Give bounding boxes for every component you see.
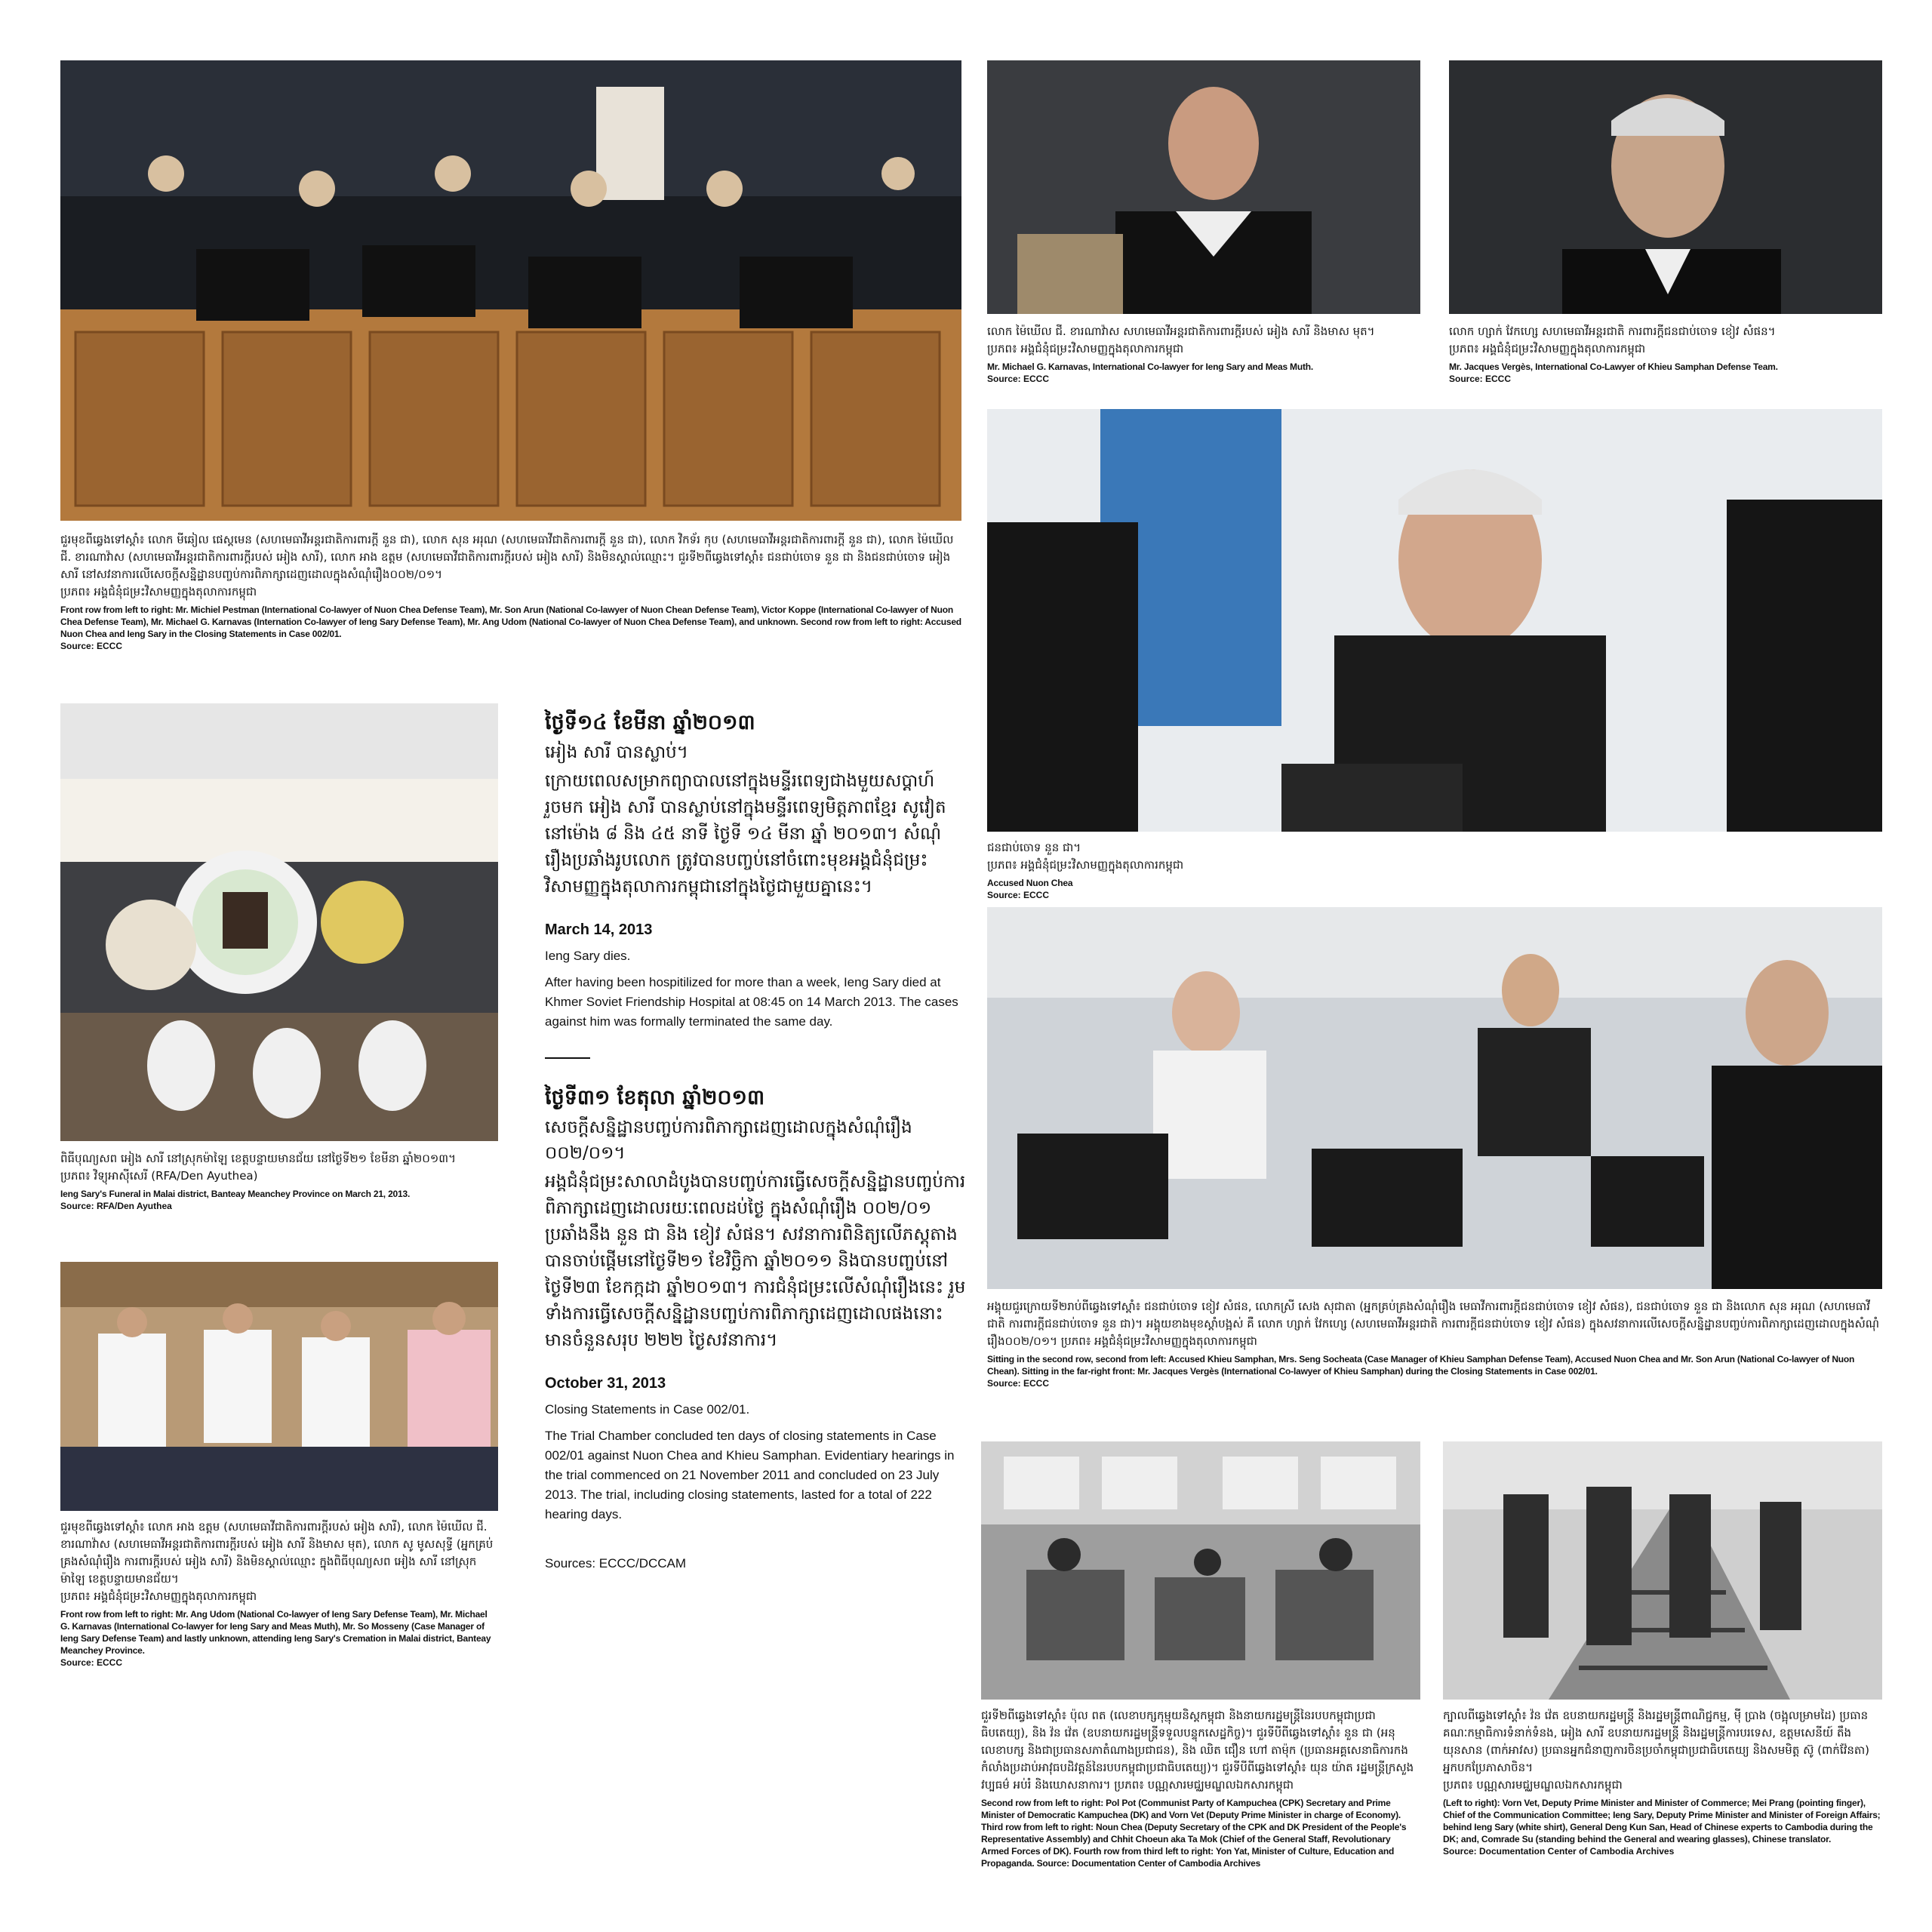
caption-en: Front row from left to right: Mr. Michiel Pestman (International Co-lawyer of Nuon Chea Defense Team), Mr. Son Arun (National Co-lawyer of Nuon Chean Defense Team), Victor Koppe (International Co-lawyer of Nuon Chea Defense Team), Mr. Michael G. Karnavas (Internation Co-lawyer of Ieng Sary Defense Team), Mr. Ang Udom (National Co-lawyer of Nuon Chea Defense Team), and unknown. Second row from left to right: Accused Nuon Chea and Ieng Sary in the Closing Statements in Case 002/01. <box>60 605 961 639</box>
entry1-title-en: Ieng Sary dies. <box>545 949 631 963</box>
caption-en: Accused Nuon Chea <box>987 878 1073 888</box>
entry2-body-km: អង្គជំនុំជម្រះសាលាដំបូងបានបញ្ចប់ការធ្វើសេចក្តីសន្និដ្ឋានបញ្ចប់ការពិភាក្សាដេញដោលរយៈពេលដប់ថ្ងៃ ក្នុងសំណុំរឿង ០០២/០១ ប្រឆាំងនឹង នួន ជា និង ខៀវ សំផន។ សវនាការពិនិត្យលើភស្តុតាងបានចាប់ផ្តើមនៅថ្ងៃទី២១ ខែវិច្ឆិកា ឆ្នាំ២០១១ និងបានបញ្ចប់នៅថ្ងៃទី២៣ ខែកក្កដា ឆ្នាំ២០១៣។ ការជំនុំជម្រះលើសំណុំរឿងនេះ រួមទាំងការធ្វើសេចក្តីសន្និដ្ឋានបញ្ចប់ការពិភាក្សាដេញដោលផងនោះ មានចំនួនសរុប ២២២ ថ្ងៃសវនាការ។ <box>545 1172 966 1350</box>
caption-km: ជនជាប់ចោទ នួន ជា។ <box>987 841 1081 854</box>
caption-source: Source: ECCC <box>987 374 1050 384</box>
caption-km-source: ប្រភព៖ បណ្ណសារមជ្ឈមណ្ឌលឯកសារកម្ពុជា <box>1443 1778 1623 1792</box>
verges-caption <box>1449 323 1882 385</box>
entry1-date-en: March 14, 2013 <box>545 921 653 938</box>
caption-source: Source: ECCC <box>987 890 1050 900</box>
funeral-photo <box>60 703 498 1141</box>
caption-km: ជួរមុខពីឆ្វេងទៅស្តាំ៖ លោក មីឆៀល ផេស្តមេន (សហមេធាវីអន្តរជាតិការពារក្តី នួន ជា), លោក សុន អរុណ (សហមេធាវីជាតិការពារក្តី នួន ជា), លោក វិកទ័រ កុប (សហមេធាវីអន្តរជាតិការពារក្តី នួន ជា), លោក ម៉ៃឃើល ជី. ខារណាវ៉ាស (សហមេធាវីអន្តរជាតិការពារក្តីរបស់ អៀង សារី), លោក អាង ឧត្តម (សហមេធាវីជាតិការពារក្តីរបស់ អៀង សារី) និងមិនស្គាល់ឈ្មោះ។ ជួរទី២ពីឆ្វេងទៅស្តាំ៖ ជនជាប់ចោទ នួន ជា និងជនជាប់ចោទ អៀង សារី នៅសវនាការលើសេចក្តីសន្និដ្ឋានបញ្ចប់ការពិភាក្សាដេញដោលក្នុងសំណុំរឿង០០២/០១។ <box>60 533 954 581</box>
caption-km-source: ប្រភព៖ អង្គជំនុំជម្រះវិសាមញ្ញក្នុងតុលាការកម្ពុជា <box>987 858 1184 872</box>
caption-en: Second row from left to right: Pol Pot (Communist Party of Kampuchea (CPK) Secretary and Prime Minister of Democratic Kampuchea (DK) and Vorn Vet (Deputy Prime Minister in charge of Economy). Third row from left to right: Noun Chea (Deputy Secretary of the CPK and DK President of the People's Representative Assembly) and Chhit Choeun aka Ta Mok (Chief of the General Staff, Revolutionary Armed Forces of DK). Fourth row from third left to right: Yon Yat, Minister of Culture, Education and Propaganda. Source: Documentation Center of Cambodia Archives <box>981 1798 1407 1869</box>
caption-km-source: ប្រភព៖ អង្គជំនុំជម្រះវិសាមញ្ញក្នុងតុលាការកម្ពុជា <box>60 585 257 598</box>
courtroom-photo <box>60 60 961 521</box>
verges-photo <box>1449 60 1882 314</box>
railway-archive-photo <box>1443 1441 1882 1700</box>
closing-statements-caption <box>987 1298 1882 1389</box>
caption-km-source: ប្រភព៖ អង្គជំនុំជម្រះវិសាមញ្ញក្នុងតុលាការកម្ពុជា <box>1449 342 1646 355</box>
entry1-body-km: ក្រោយពេលសម្រាកព្យាបាលនៅក្នុងមន្ទីរពេទ្យជាងមួយសប្តាហ៍រួចមក អៀង សារី បានស្លាប់នៅក្នុងមន្ទីរពេទ្យមិត្តភាពខ្មែរ សូវៀត នៅម៉ោង ៨ និង ៤៥ នាទី ថ្ងៃទី ១៤ មីនា ឆ្នាំ ២០១៣។ សំណុំរឿងប្រឆាំងរូបលោក ត្រូវបានបញ្ចប់នៅចំពោះមុខអង្គជំនុំជម្រះវិសាមញ្ញក្នុងតុលាការកម្ពុជានៅក្នុងថ្ងៃជាមួយគ្នានេះ។ <box>545 771 946 897</box>
caption-source: Source: Documentation Center of Cambodia Archives <box>1443 1846 1675 1857</box>
sources-note: Sources: ECCC/DCCAM <box>545 1556 687 1571</box>
caption-km: អង្គុយជួរក្រោយទី២រាប់ពីឆ្វេងទៅស្តាំ៖ ជនជាប់ចោទ ខៀវ សំផន, លោកស្រី សេង សុជាតា (អ្នកគ្រប់គ្រងសំណុំរឿង មេធាវីការពារក្តីជនជាប់ចោទ ខៀវ សំផន), ជនជាប់ចោទ នួន ជា និងលោក សុន អរុណ (សហមេធាវីជាតិ ការពារក្តីជនជាប់ចោទ នួន ជា)។ អង្គុយខាងមុខស្តាំបង្អស់ គឺ លោក ហ្សាក់ វែកហ្សេ (សហមេធាវីអន្តរជាតិ ការពារក្តីជនជាប់ចោទ ខៀវ សំផន) ក្នុងសវនាការលើសេចក្តីសន្និដ្ឋានបញ្ចប់ការពិភាក្សាដេញដោលក្នុងសំណុំរឿង០០២/០១។ ប្រភព៖ អង្គជំនុំជម្រះវិសាមញ្ញក្នុងតុលាការកម្ពុជា <box>987 1300 1880 1348</box>
caption-en: Front row from left to right: Mr. Ang Udom (National Co-lawyer of Ieng Sary Defense Team), Mr. Michael G. Karnavas (International Co-lawyer for Ieng Sary and Meas Muth), Mr. So Mosseny (Case Manager of Ieng Sary Defense Team) and lastly unknown, attending Ieng Sary's Cremation in Malai district, Banteay Meanchey Province. <box>60 1609 491 1656</box>
caption-source: Source: ECCC <box>60 1657 123 1668</box>
caption-source: Source: RFA/Den Ayuthea <box>60 1201 172 1211</box>
caption-source: Source: ECCC <box>60 641 123 651</box>
closing-statements-photo <box>987 907 1882 1289</box>
caption-km-source: ប្រភព៖ អង្គជំនុំជម្រះវិសាមញ្ញក្នុងតុលាការកម្ពុជា <box>60 1589 257 1603</box>
cremation-caption <box>60 1518 498 1669</box>
timeline-column <box>545 709 968 1573</box>
nuon-chea-caption <box>987 839 1882 901</box>
caption-source: Source: ECCC <box>1449 374 1512 384</box>
entry1-title-km: អៀង សារី បានស្លាប់។ <box>545 743 688 762</box>
entry2-body-en: The Trial Chamber concluded ten days of closing statements in Case 002/01 against Nuon Chea and Khieu Samphan. Evidentiary hearings in the trial commenced on 21 November 2011 and concluded on 23 July 2013. The trial, including closing statements, lasted for a total of 222 hearing days. <box>545 1429 955 1521</box>
entry2-title-km: សេចក្តីសន្និដ្ឋានបញ្ចប់ការពិភាក្សាដេញដោលក្នុងសំណុំរឿង ០០២/០១។ <box>545 1118 912 1163</box>
train-caption <box>981 1707 1420 1869</box>
caption-en: Mr. Michael G. Karnavas, International Co-lawyer for Ieng Sary and Meas Muth. <box>987 361 1314 372</box>
caption-source: Source: ECCC <box>987 1378 1050 1389</box>
caption-en: Ieng Sary's Funeral in Malai district, Banteay Meanchey Province on March 21, 2013. <box>60 1189 411 1199</box>
entry2-date-km: ថ្ងៃទី៣១ ខែតុលា ឆ្នាំ២០១៣ <box>545 1086 765 1109</box>
caption-km: ក្បាលពីឆ្វេងទៅស្តាំ៖ វ៉ន វ៉េត ឧបនាយករដ្ឋមន្ត្រី និងរដ្ឋមន្ត្រីពាណិជ្ជកម្ម, ម៉ី ប្រាង (ចង្អុលម្រាមដៃ) ប្រធានគណៈកម្មាធិការទំនាក់ទំនង, អៀង សារី ឧបនាយករដ្ឋមន្ត្រី និងរដ្ឋមន្ត្រីការបរទេស, ឧត្តមសេនីយ៍ តឹង យុនសាន (ពាក់អាវស) ប្រធានអ្នកជំនាញការចិនប្រចាំកម្ពុជាប្រជាធិបតេយ្យ និងសមមិត្ត ស៊ូ (ពាក់វ៉ែនតា) អ្នកបកប្រែភាសាចិន។ <box>1443 1709 1869 1774</box>
caption-km: លោក ហ្សាក់ វែកហ្សេ សហមេធាវីអន្តរជាតិ ការពារក្តីជនជាប់ចោទ ខៀវ សំផន។ <box>1449 325 1776 338</box>
karnavas-caption <box>987 323 1420 385</box>
entry2-title-en: Closing Statements in Case 002/01. <box>545 1402 750 1417</box>
caption-km-source: ប្រភព៖ វិទ្យុអាស៊ីសេរី (RFA/Den Ayuthea) <box>60 1169 258 1183</box>
caption-en: Sitting in the second row, second from left: Accused Khieu Samphan, Mrs. Seng Socheata (Case Manager of Khieu Samphan Defense Team), Accused Nuon Chea and Mr. Son Arun (National Co-lawyer of Nuon Chean). Sitting in the far-right front: Mr. Jacques Vergès (International Co-lawyer of Khieu Samphan) during the Closing Statements in Case 002/01. <box>987 1354 1855 1377</box>
nuon-chea-photo <box>987 409 1882 832</box>
karnavas-photo <box>987 60 1420 314</box>
train-archive-photo <box>981 1441 1420 1700</box>
funeral-caption <box>60 1150 498 1212</box>
entry1-body-en: After having been hospitilized for more than a week, Ieng Sary died at Khmer Soviet Friendship Hospital at 08:45 on 14 March 2013. The cases against him was formally terminated the same day. <box>545 975 958 1029</box>
caption-km-source: ប្រភព៖ អង្គជំនុំជម្រះវិសាមញ្ញក្នុងតុលាការកម្ពុជា <box>987 342 1184 355</box>
section-divider <box>545 1057 590 1059</box>
caption-km: ជួរមុខពីឆ្វេងទៅស្តាំ៖ លោក អាង ឧត្តម (សហមេធាវីជាតិការពារក្តីរបស់ អៀង សារី), លោក ម៉ៃឃើល ជី. ខារណាវ៉ាស (សហមេធាវីអន្តរជាតិការពារក្តីរបស់ អៀង សារី និងមាស មុត), លោក សូ មូសសុទ្ធី (អ្នកគ្រប់គ្រងសំណុំរឿង ការពារក្តីរបស់ អៀង សារី) និងមិនស្គាល់ឈ្មោះ ក្នុងពិធីបុណ្យសព អៀង សារី នៅស្រុកម៉ាឡៃ ខេត្តបន្ទាយមានជ័យ។ <box>60 1520 494 1586</box>
caption-en: (Left to right): Vorn Vet, Deputy Prime Minister and Minister of Commerce; Mei Prang (pointing finger), Chief of the Communication Committee; Ieng Sary, Deputy Prime Minister and Minister of Foreign Affairs; behind Ieng Sary (white shirt), General Deng Kun San, Head of Chinese experts to Cambodia during the DK; and, Comrade Su (standing behind the General and wearing glasses), Chinese translator. <box>1443 1798 1881 1844</box>
cremation-photo <box>60 1262 498 1511</box>
caption-km: លោក ម៉ៃឃើល ជី. ខារណាវ៉ាស សហមេធាវីអន្តរជាតិការពារក្តីរបស់ អៀង សារី និងមាស មុត។ <box>987 325 1375 338</box>
caption-km: ជួរទី២ពីឆ្វេងទៅស្តាំ៖ ប៉ុល ពត (លេខាបក្សកុម្មុយនិស្តកម្ពុជា និងនាយករដ្ឋមន្ត្រីនៃរបបកម្ពុជាប្រជាធិបតេយ្យ), និង វ៉ន វ៉េត (ឧបនាយករដ្ឋមន្ត្រីទទួលបន្ទុកសេដ្ឋកិច្ច)។ ជួរទីបីពីឆ្វេងទៅស្តាំ៖ នួន ជា (អនុលេខាបក្ស និងជាប្រធានសភាតំណាងប្រជាជន), និង ឈិត ជឿន ហៅ តាម៉ុក (ប្រធានអគ្គសេនាធិការកងកំលាំងប្រដាប់អាវុធបដិវត្តន៍នៃរបបកម្ពុជាប្រជាធិបតេយ្យ)។ ជួរទីបីពីឆ្វេងទៅស្តាំ៖ យុន យ៉ាត រដ្ឋមន្ត្រីក្រសួងវប្បធម៌ អប់រំ និងឃោសនាការ។ ប្រភព៖ បណ្ណសារមជ្ឈមណ្ឌលឯកសារកម្ពុជា <box>981 1709 1414 1792</box>
courtroom-caption <box>60 531 961 652</box>
caption-km: ពិធីបុណ្យសព អៀង សារី នៅស្រុកម៉ាឡៃ ខេត្តបន្ទាយមានជ័យ នៅថ្ងៃទី២១ ខែមីនា ឆ្នាំ២០១៣។ <box>60 1152 456 1165</box>
entry2-date-en: October 31, 2013 <box>545 1375 666 1392</box>
railway-caption <box>1443 1707 1882 1857</box>
entry1-date-km: ថ្ងៃទី១៤ ខែមីនា ឆ្នាំ២០១៣ <box>545 711 755 734</box>
caption-en: Mr. Jacques Vergès, International Co-Lawyer of Khieu Samphan Defense Team. <box>1449 361 1778 372</box>
